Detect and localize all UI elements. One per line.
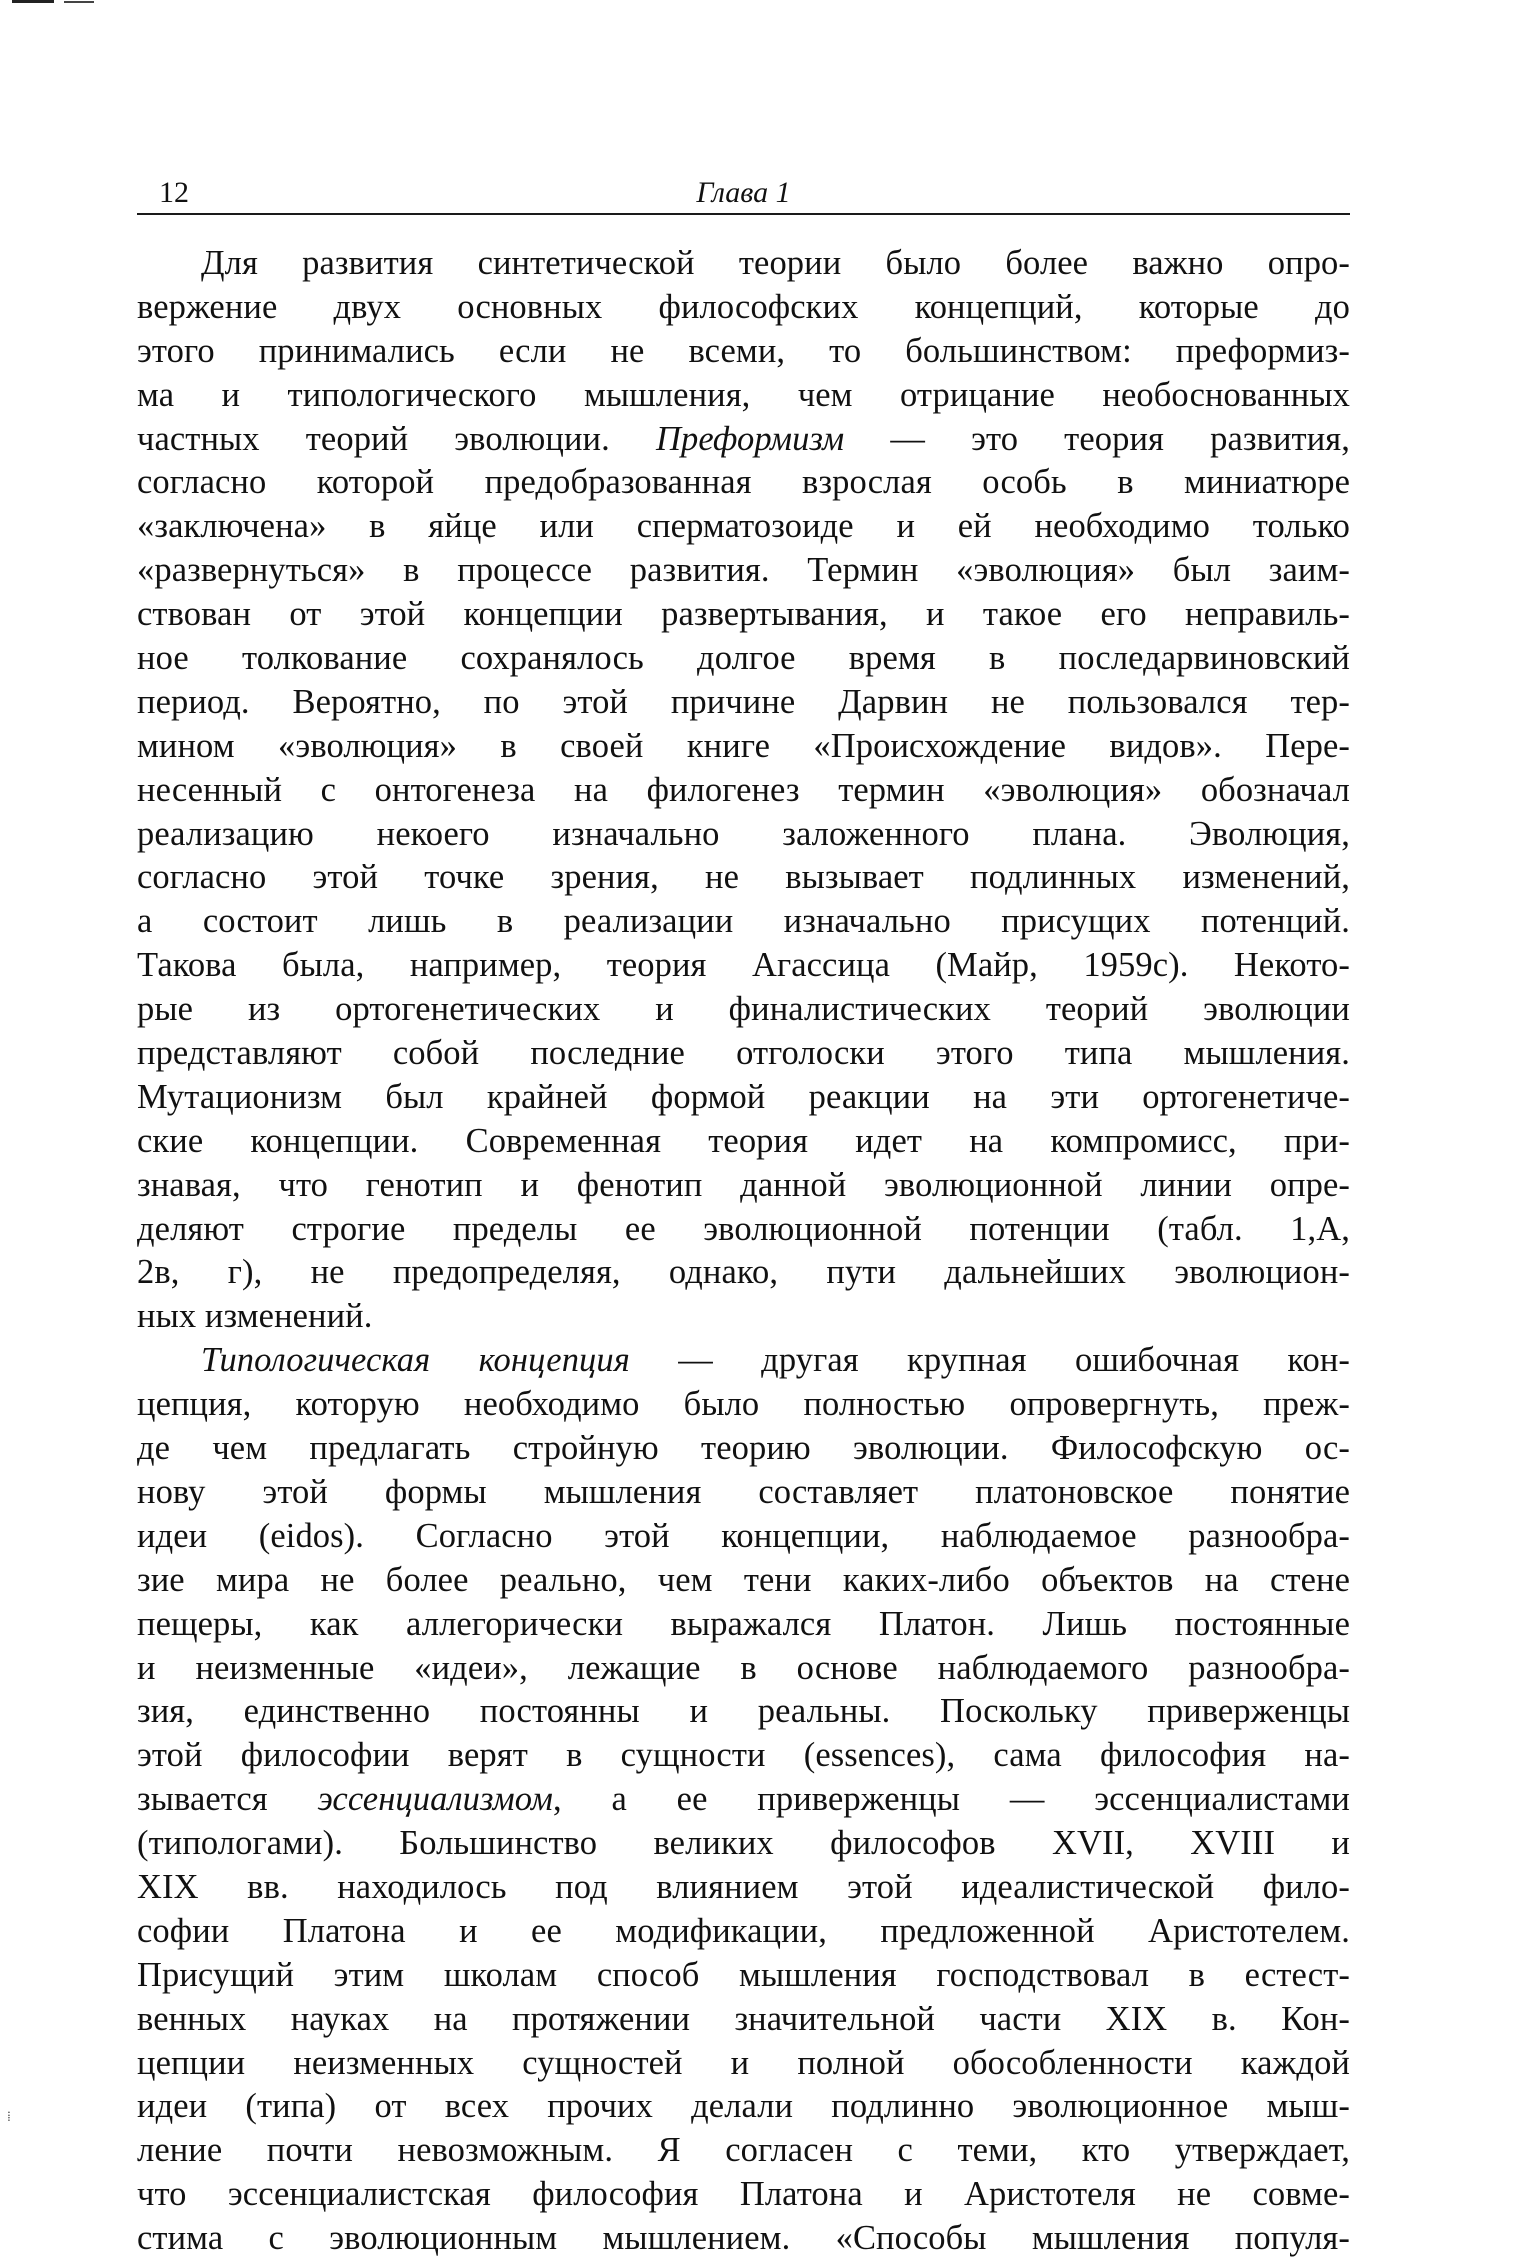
italic-term: Типологическая концепция (201, 1341, 630, 1380)
page-header (137, 172, 1350, 212)
text-segment: реализацию некоего изначально заложенного плана. Эволюция, (137, 814, 1350, 853)
text-segment: согласно этой точке зрения, не вызывает подлинных изменений, (137, 858, 1350, 897)
text-segment: де чем предлагать стройную теорию эволюции. Философскую ос- (137, 1429, 1350, 1468)
text-segment: — другая крупная ошибочная кон- (629, 1341, 1350, 1380)
text-line (137, 2085, 1350, 2129)
header-rule (137, 213, 1350, 215)
text-line (137, 2173, 1350, 2217)
text-segment: — это теория развития, (844, 419, 1350, 458)
text-line (137, 505, 1350, 549)
text-segment: рые из ортогенетических и финалистических теорий эволюции (137, 990, 1350, 1029)
text-line (137, 242, 1350, 286)
text-segment: зие мира не более реально, чем тени каких-либо объектов на стене (137, 1560, 1350, 1599)
italic-term: эссенциализмом (317, 1780, 553, 1819)
text-line (137, 1647, 1350, 1691)
text-segment: «развернуться» в процессе развития. Термин «эволюция» был заим- (137, 551, 1350, 590)
text-segment: идеи (типа) от всех прочих делали подлинно эволюционное мыш- (137, 2087, 1350, 2126)
body-text (137, 242, 1350, 2261)
text-line (137, 1164, 1350, 1208)
text-segment: этой философии верят в сущности (essences), сама философия на- (137, 1736, 1350, 1775)
text-segment: мином «эволюция» в своей книге «Происхождение видов». Пере- (137, 726, 1350, 765)
scan-artifact (64, 1, 94, 3)
running-head: Глава 1 (696, 176, 791, 209)
text-segment: цепции неизменных сущностей и полной обособленности каждой (137, 2043, 1350, 2082)
text-line (137, 1998, 1350, 2042)
text-line (137, 2042, 1350, 2086)
text-line (137, 286, 1350, 330)
scan-artifact (12, 0, 54, 3)
text-segment: цепция, которую необходимо было полностью опровергнуть, преж- (137, 1385, 1350, 1424)
text-line (137, 374, 1350, 418)
text-segment: что эссенциалистская философия Платона и Аристотеля не совме- (137, 2175, 1350, 2214)
text-segment: зывается (137, 1780, 318, 1819)
text-line (137, 1383, 1350, 1427)
page-number: 12 (159, 176, 189, 209)
text-line (137, 1822, 1350, 1866)
text-line (137, 725, 1350, 769)
text-line (137, 1778, 1350, 1822)
scan-artifact: ⁞ (7, 2110, 11, 2125)
text-line (137, 1251, 1350, 1295)
text-line (137, 461, 1350, 505)
italic-term: Преформизм (655, 419, 845, 458)
text-segment: (типологами). Большинство великих философов XVII, XVIII и (137, 1824, 1350, 1863)
text-line (137, 813, 1350, 857)
text-segment: идеи (eidos). Согласно этой концепции, наблюдаемое разнообра- (137, 1516, 1350, 1555)
text-line (137, 1734, 1350, 1778)
text-line (137, 330, 1350, 374)
text-segment: зия, единственно постоянны и реальны. Поскольку приверженцы (137, 1692, 1350, 1731)
text-segment: «заключена» в яйце или сперматозоиде и ей необходимо только (137, 507, 1350, 546)
text-segment: период. Вероятно, по этой причине Дарвин не пользовался тер- (137, 682, 1350, 721)
text-segment: несенный с онтогенеза на филогенез термин «эволюция» обозначал (137, 770, 1350, 809)
text-segment: XIX вв. находилось под влиянием этой идеалистической фило- (137, 1867, 1350, 1906)
text-segment: ное толкование сохранялось долгое время в последарвиновский (137, 639, 1350, 678)
text-segment: Такова была, например, теория Агассица (Майр, 1959с). Некото- (137, 946, 1350, 985)
text-segment: , а ее приверженцы — эссенциалистами (552, 1780, 1350, 1819)
text-line (137, 1515, 1350, 1559)
text-line (137, 1076, 1350, 1120)
text-segment: представляют собой последние отголоски этого типа мышления. (137, 1034, 1350, 1073)
text-line (137, 988, 1350, 1032)
text-segment: 2в, г), не предопределяя, однако, пути дальнейших эволюцион- (137, 1253, 1350, 1292)
text-line (137, 1866, 1350, 1910)
text-line (137, 1690, 1350, 1734)
text-segment: венных науках на протяжении значительной части XIX в. Кон- (137, 1999, 1350, 2038)
text-line (137, 1603, 1350, 1647)
text-segment: пещеры, как аллегорически выражался Платон. Лишь постоянные (137, 1604, 1350, 1643)
text-line (137, 944, 1350, 988)
text-segment: согласно которой предобразованная взрослая особь в миниатюре (137, 463, 1350, 502)
text-segment: софии Платона и ее модификации, предложенной Аристотелем. (137, 1911, 1350, 1950)
text-line (137, 1120, 1350, 1164)
text-line (137, 593, 1350, 637)
text-line (137, 1559, 1350, 1603)
text-segment: деляют строгие пределы ее эволюционной потенции (табл. 1,А, (137, 1209, 1350, 1248)
text-line (137, 549, 1350, 593)
text-segment: ствован от этой концепции развертывания, и такое его неправиль- (137, 595, 1350, 634)
text-line (137, 1910, 1350, 1954)
text-line (137, 418, 1350, 462)
text-line (137, 1339, 1350, 1383)
text-line (137, 1471, 1350, 1515)
text-segment: стима с эволюционным мышлением. «Способы мышления популя- (137, 2219, 1350, 2258)
text-segment: этого принимались если не всеми, то большинством: преформиз- (137, 331, 1350, 370)
text-segment: Присущий этим школам способ мышления господствовал в естест- (137, 1955, 1350, 1994)
text-line (137, 2129, 1350, 2173)
text-line (137, 1954, 1350, 1998)
text-line (137, 769, 1350, 813)
text-segment: частных теорий эволюции. (137, 419, 656, 458)
text-segment: и неизменные «идеи», лежащие в основе наблюдаемого разнообра- (137, 1648, 1350, 1687)
text-line (137, 900, 1350, 944)
text-line (137, 2217, 1350, 2261)
text-segment: ма и типологического мышления, чем отрицание необоснованных (137, 375, 1350, 414)
text-segment: ские концепции. Современная теория идет на компромисс, при- (137, 1121, 1350, 1160)
text-segment: а состоит лишь в реализации изначально присущих потенций. (137, 902, 1350, 941)
text-segment: Для развития синтетической теории было более важно опро- (201, 244, 1350, 282)
text-line (137, 637, 1350, 681)
text-line (137, 681, 1350, 725)
text-segment: Мутационизм был крайней формой реакции на эти ортогенетиче- (137, 1077, 1350, 1116)
text-segment: нову этой формы мышления составляет платоновское понятие (137, 1472, 1350, 1511)
text-line (137, 1427, 1350, 1471)
text-line (137, 1032, 1350, 1076)
text-line (137, 1208, 1350, 1252)
text-segment: знавая, что генотип и фенотип данной эволюционной линии опре- (137, 1165, 1350, 1204)
text-segment: вержение двух основных философских концепций, которые до (137, 287, 1350, 326)
text-segment: ных изменений. (137, 1297, 373, 1336)
text-line (137, 856, 1350, 900)
text-line (137, 1295, 1350, 1339)
text-segment: ление почти невозможным. Я согласен с теми, кто утверждает, (137, 2131, 1350, 2170)
